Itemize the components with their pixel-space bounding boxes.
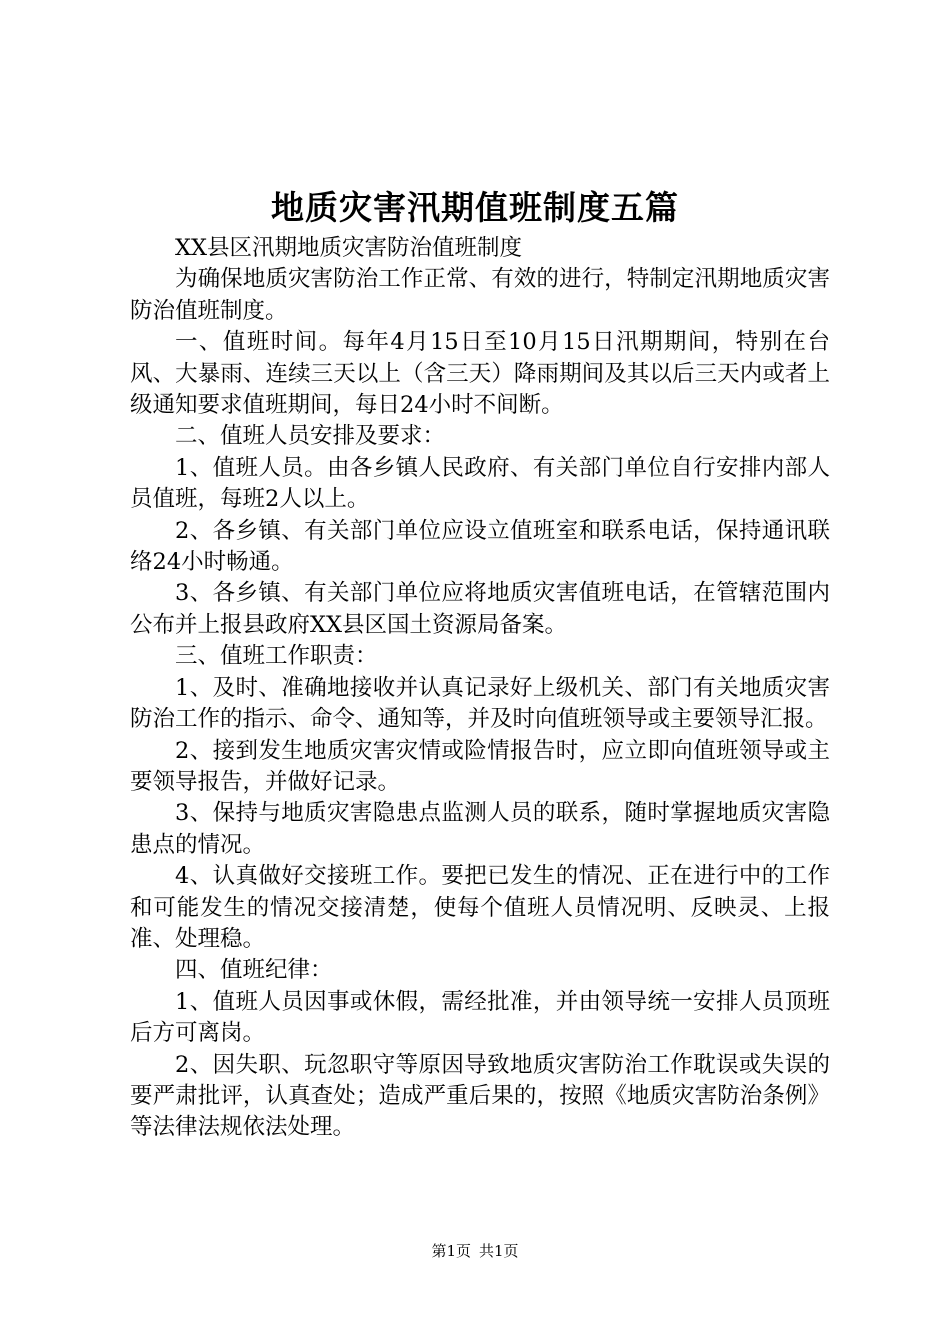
paragraph: 2、因失职、玩忽职守等原因导致地质灾害防治工作耽误或失误的要严肃批评，认真查处；造成严重后果的，按照《地质灾害防治条例》等法律法规依法处理。: [130, 1051, 830, 1141]
paragraph: 2、接到发生地质灾害灾情或险情报告时，应立即向值班领导或主要领导报告，并做好记录。: [130, 737, 830, 795]
paragraph: 二、值班人员安排及要求：: [175, 423, 446, 450]
document-title: 地质灾害汛期值班制度五篇: [271, 188, 679, 227]
document-body: [130, 233, 830, 1144]
paragraph: 1、及时、准确地接收并认真记录好上级机关、部门有关地质灾害防治工作的指示、命令、通知等，并及时向值班领导或主要领导汇报。: [130, 674, 830, 733]
paragraph: XX县区汛期地质灾害防治值班制度: [175, 235, 523, 261]
paragraph: 1、值班人员。由各乡镇人民政府、有关部门单位自行安排内部人员值班，每班2人以上。: [130, 454, 830, 513]
paragraph: 三、值班工作职责：: [175, 643, 378, 670]
paragraph: 四、值班纪律：: [175, 957, 333, 984]
page-number: 第1页: [431, 1242, 471, 1260]
page-footer: [0, 1241, 950, 1261]
paragraph: 一、值班时间。每年4月15日至10月15日汛期期间，特别在台风、大暴雨、连续三天以上（含三天）降雨期间及其以后三天内或者上级通知要求值班期间，每日24小时不间断。: [130, 329, 830, 419]
paragraph: 2、各乡镇、有关部门单位应设立值班室和联系电话，保持通讯联络24小时畅通。: [130, 517, 830, 576]
page-total: 共1页: [479, 1242, 519, 1260]
paragraph: 1、值班人员因事或休假，需经批准，并由领导统一安排人员顶班后方可离岗。: [130, 988, 830, 1047]
paragraph: 3、保持与地质灾害隐患点监测人员的联系，随时掌握地质灾害隐患点的情况。: [130, 800, 830, 858]
paragraph: 4、认真做好交接班工作。要把已发生的情况、正在进行中的工作和可能发生的情况交接清楚，使每个值班人员情况明、反映灵、上报准、处理稳。: [130, 863, 830, 952]
paragraph: 为确保地质灾害防治工作正常、有效的进行，特制定汛期地质灾害防治值班制度。: [130, 266, 830, 324]
paragraph: 3、各乡镇、有关部门单位应将地质灾害值班电话，在管辖范围内公布并上报县政府XX县区国土资源局备案。: [130, 580, 830, 638]
